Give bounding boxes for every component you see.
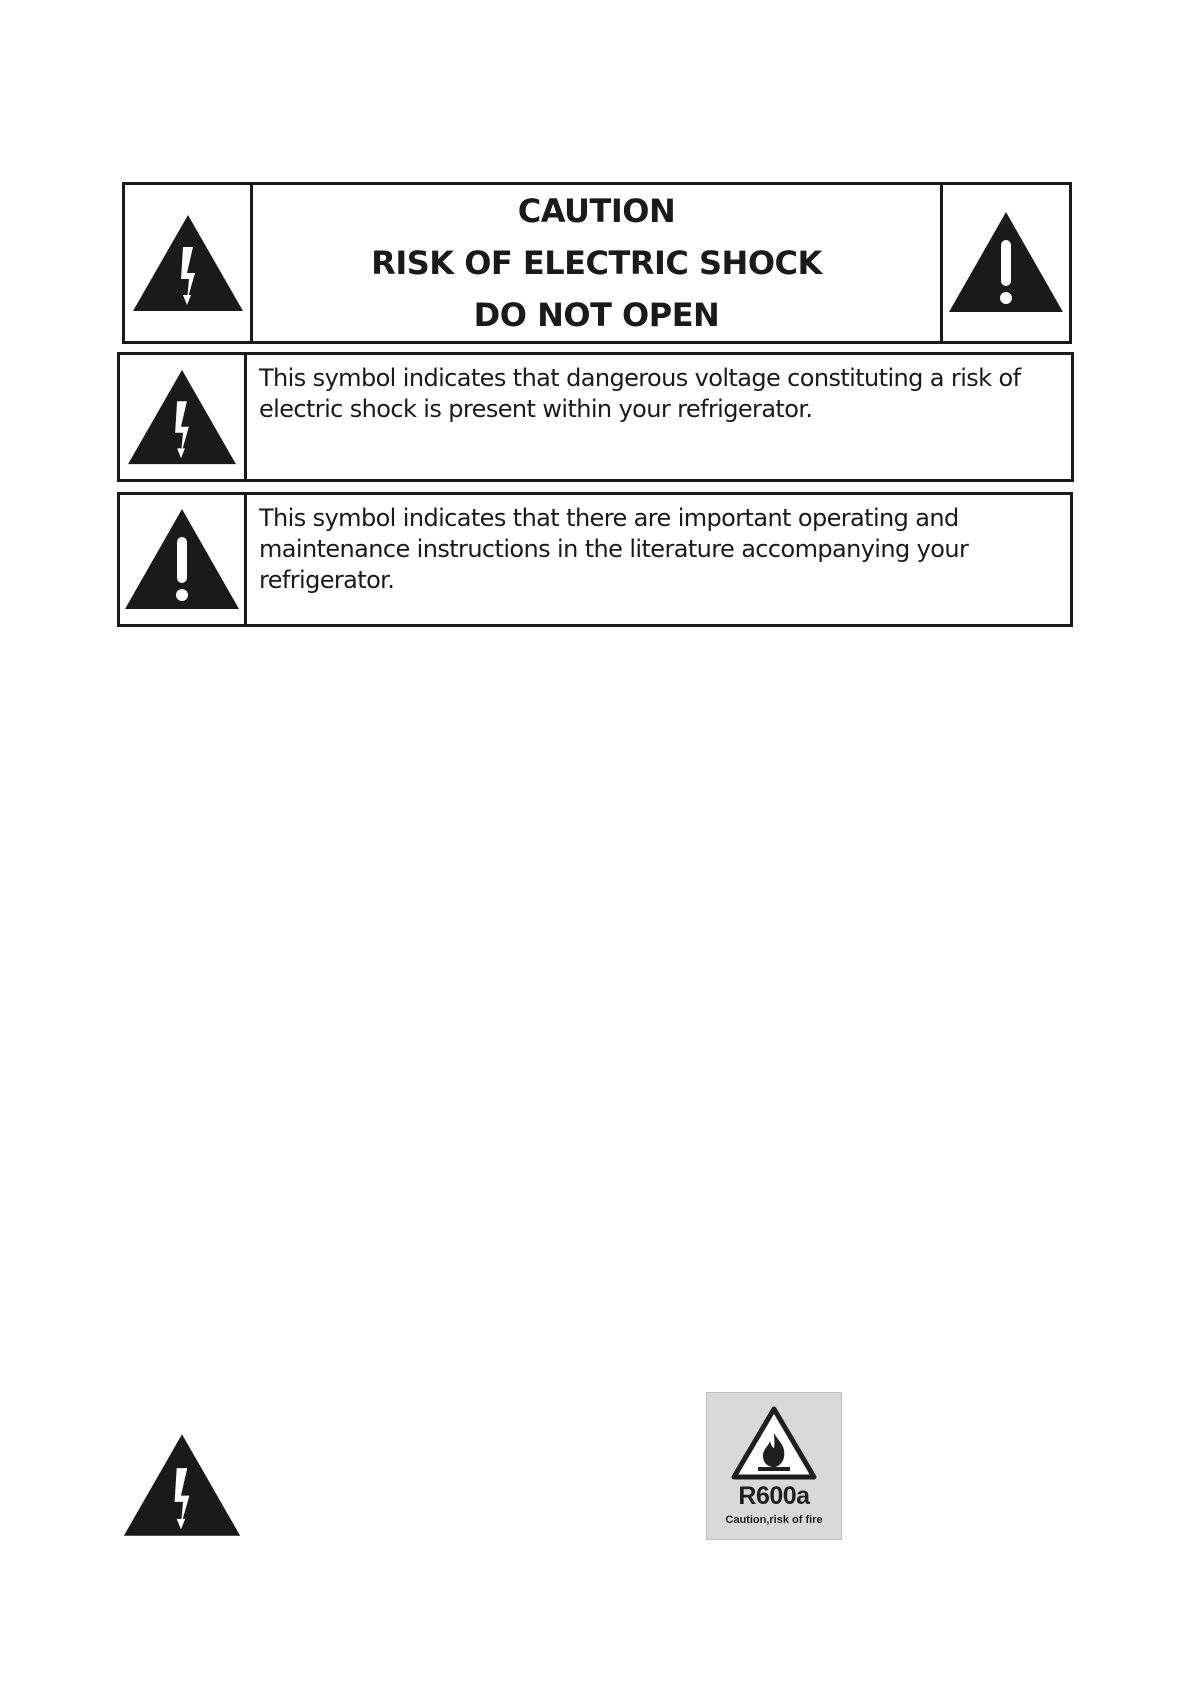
caution-heading: CAUTION [517,192,676,230]
caution-left-icon-cell [125,185,253,341]
lightning-bolt-triangle-icon [129,211,247,315]
voltage-symbol-explanation [117,352,1074,482]
literature-explanation-text: This symbol indicates that there are important operating and maintenance instructions in the literature accompanying your refrigerator. [259,504,969,594]
caution-panel [122,182,1072,344]
caution-right-icon-cell [943,185,1069,341]
exclamation-triangle-icon [123,507,241,613]
refrigerant-warning-label [706,1392,842,1540]
voltage-icon-cell [120,355,247,479]
literature-icon-cell [120,495,247,624]
literature-symbol-explanation [117,492,1073,627]
caution-risk-line: RISK OF ELECTRIC SHOCK [371,244,822,282]
voltage-explanation-text: This symbol indicates that dangerous voltage constituting a risk of electric shock is present within your refrigerator. [259,364,1021,423]
lightning-bolt-triangle-icon [124,366,240,468]
lightning-bolt-triangle-icon [118,1430,246,1540]
caution-text-cell [253,185,943,341]
refrigerant-code: R600a [738,1482,810,1510]
caution-do-not-open-line: DO NOT OPEN [473,296,720,334]
flammable-triangle-icon [730,1405,818,1481]
refrigerant-caption: Caution,risk of fire [725,1514,823,1526]
exclamation-triangle-icon [947,210,1065,316]
